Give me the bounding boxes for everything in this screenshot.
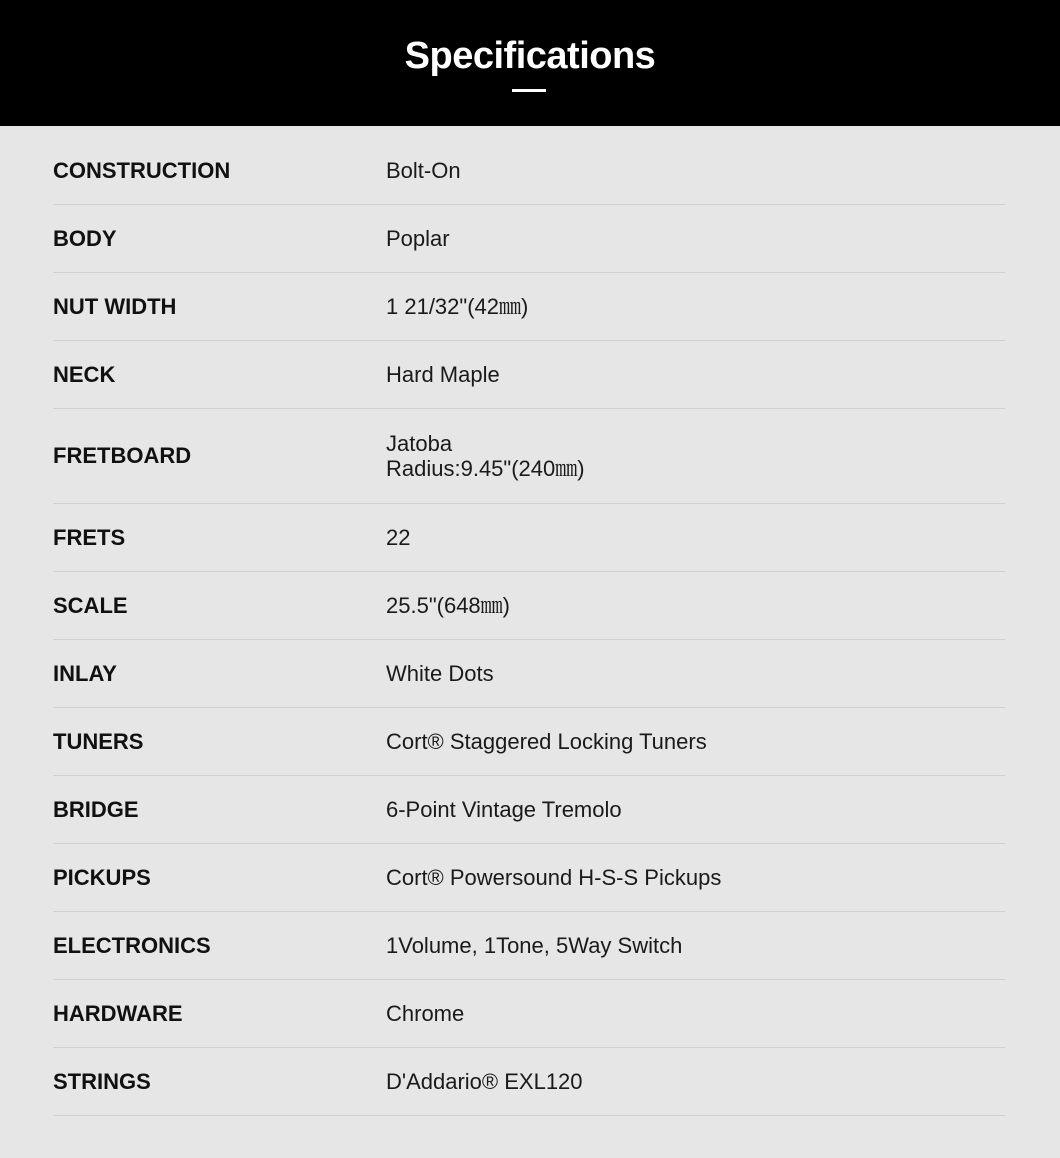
spec-label: NECK [53, 361, 116, 387]
spec-value-line: Radius:9.45"(240㎜) [386, 456, 585, 481]
spec-value: Cort® Powersound H-S-S Pickups [386, 865, 722, 890]
spec-row-body [53, 205, 1005, 273]
spec-value: 1Volume, 1Tone, 5Way Switch [386, 933, 683, 958]
spec-table [53, 137, 1005, 1116]
spec-value: White Dots [386, 661, 494, 686]
spec-label: PICKUPS [53, 864, 151, 890]
spec-label: STRINGS [53, 1068, 151, 1094]
spec-value: 25.5"(648㎜) [386, 593, 510, 618]
spec-value: Cort® Staggered Locking Tuners [386, 729, 707, 754]
spec-row-tuners [53, 708, 1005, 776]
page-header [0, 0, 1060, 126]
spec-label: HARDWARE [53, 1000, 183, 1026]
spec-value: 22 [386, 525, 411, 550]
spec-row-neck [53, 341, 1005, 409]
spec-value: 6-Point Vintage Tremolo [386, 797, 622, 822]
spec-value: 1 21/32"(42㎜) [386, 294, 529, 319]
spec-value: Poplar [386, 226, 450, 251]
spec-label: TUNERS [53, 728, 144, 754]
spec-row-hardware [53, 980, 1005, 1048]
spec-value-line: Jatoba [386, 431, 453, 456]
spec-label: BODY [53, 225, 117, 251]
spec-row-pickups [53, 844, 1005, 912]
spec-row-inlay [53, 640, 1005, 708]
spec-row-nut-width [53, 273, 1005, 341]
spec-label: INLAY [53, 660, 117, 686]
spec-row-fretboard [53, 409, 1005, 504]
spec-row-frets [53, 504, 1005, 572]
title-underline [512, 89, 546, 92]
spec-row-electronics [53, 912, 1005, 980]
spec-value: Bolt-On [386, 158, 461, 183]
spec-value: Hard Maple [386, 362, 500, 387]
spec-row-strings [53, 1048, 1005, 1116]
spec-label: CONSTRUCTION [53, 157, 231, 183]
spec-label: FRETS [53, 524, 126, 550]
spec-value [386, 431, 1005, 481]
spec-row-bridge [53, 776, 1005, 844]
spec-value: D'Addario® EXL120 [386, 1069, 583, 1094]
spec-label: SCALE [53, 592, 128, 618]
spec-label: BRIDGE [53, 796, 139, 822]
page-title: Specifications [404, 35, 656, 77]
spec-value: Chrome [386, 1001, 465, 1026]
spec-label: ELECTRONICS [53, 932, 211, 958]
spec-row-scale [53, 572, 1005, 640]
spec-row-construction [53, 137, 1005, 205]
spec-label: FRETBOARD [53, 443, 192, 468]
spec-label: NUT WIDTH [53, 293, 177, 319]
